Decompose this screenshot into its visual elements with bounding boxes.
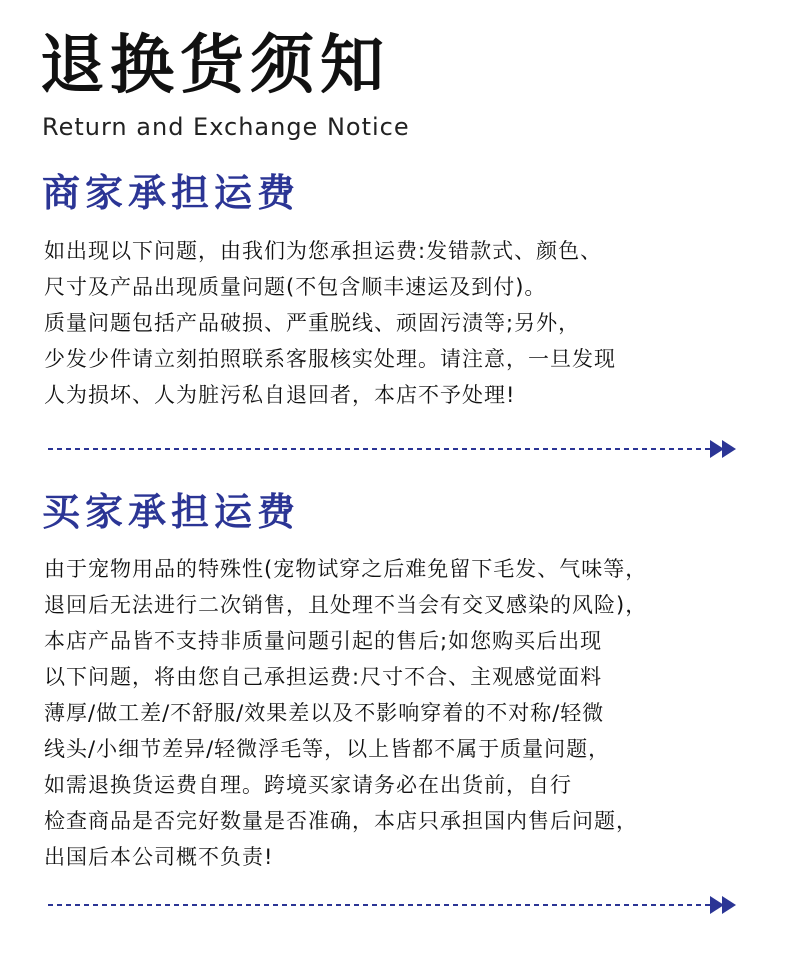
paragraph-line: 尺寸及产品出现质量问题(不包含顺丰速运及到付)。 bbox=[44, 275, 547, 299]
paragraph-line: 出国后本公司概不负责! bbox=[44, 845, 274, 869]
paragraph-line: 如需退换货运费自理。跨境买家请务必在出货前，自行 bbox=[44, 773, 572, 797]
section-divider bbox=[48, 437, 738, 461]
double-arrow-right-icon bbox=[710, 896, 736, 914]
page-subtitle: Return and Exchange Notice bbox=[42, 113, 410, 141]
paragraph-line: 线头/小细节差异/轻微浮毛等，以上皆都不属于质量问题， bbox=[44, 737, 611, 761]
paragraph-line: 以下问题，将由您自己承担运费:尺寸不合、主观感觉面料 bbox=[44, 665, 603, 689]
paragraph-line: 薄厚/做工差/不舒服/效果差以及不影响穿着的不对称/轻微 bbox=[44, 701, 605, 725]
section-body-buyer-shipping bbox=[44, 551, 647, 875]
paragraph-line: 退回后无法进行二次销售，且处理不当会有交叉感染的风险)， bbox=[44, 593, 648, 617]
paragraph-line: 人为损坏、人为脏污私自退回者，本店不予处理! bbox=[44, 383, 516, 407]
dashed-divider-line bbox=[48, 893, 738, 917]
paragraph-line: 本店产品皆不支持非质量问题引起的售后;如您购买后出现 bbox=[44, 629, 603, 653]
page-title: 退换货须知 bbox=[40, 29, 390, 103]
dashed-divider-line bbox=[48, 437, 738, 461]
section-heading-merchant-shipping: 商家承担运费 bbox=[42, 171, 301, 215]
paragraph-line: 如出现以下问题，由我们为您承担运费:发错款式、颜色、 bbox=[44, 239, 603, 263]
paragraph-line: 由于宠物用品的特殊性(宠物试穿之后难免留下毛发、气味等， bbox=[44, 557, 648, 581]
section-body-merchant-shipping bbox=[44, 233, 616, 413]
double-arrow-right-icon bbox=[710, 440, 736, 458]
paragraph-line: 检查商品是否完好数量是否准确，本店只承担国内售后问题， bbox=[44, 809, 638, 833]
section-heading-buyer-shipping: 买家承担运费 bbox=[42, 490, 301, 534]
paragraph-line: 少发少件请立刻拍照联系客服核实处理。请注意，一旦发现 bbox=[44, 347, 616, 371]
paragraph-line: 质量问题包括产品破损、严重脱线、顽固污渍等;另外， bbox=[44, 311, 581, 335]
section-divider bbox=[48, 893, 738, 917]
